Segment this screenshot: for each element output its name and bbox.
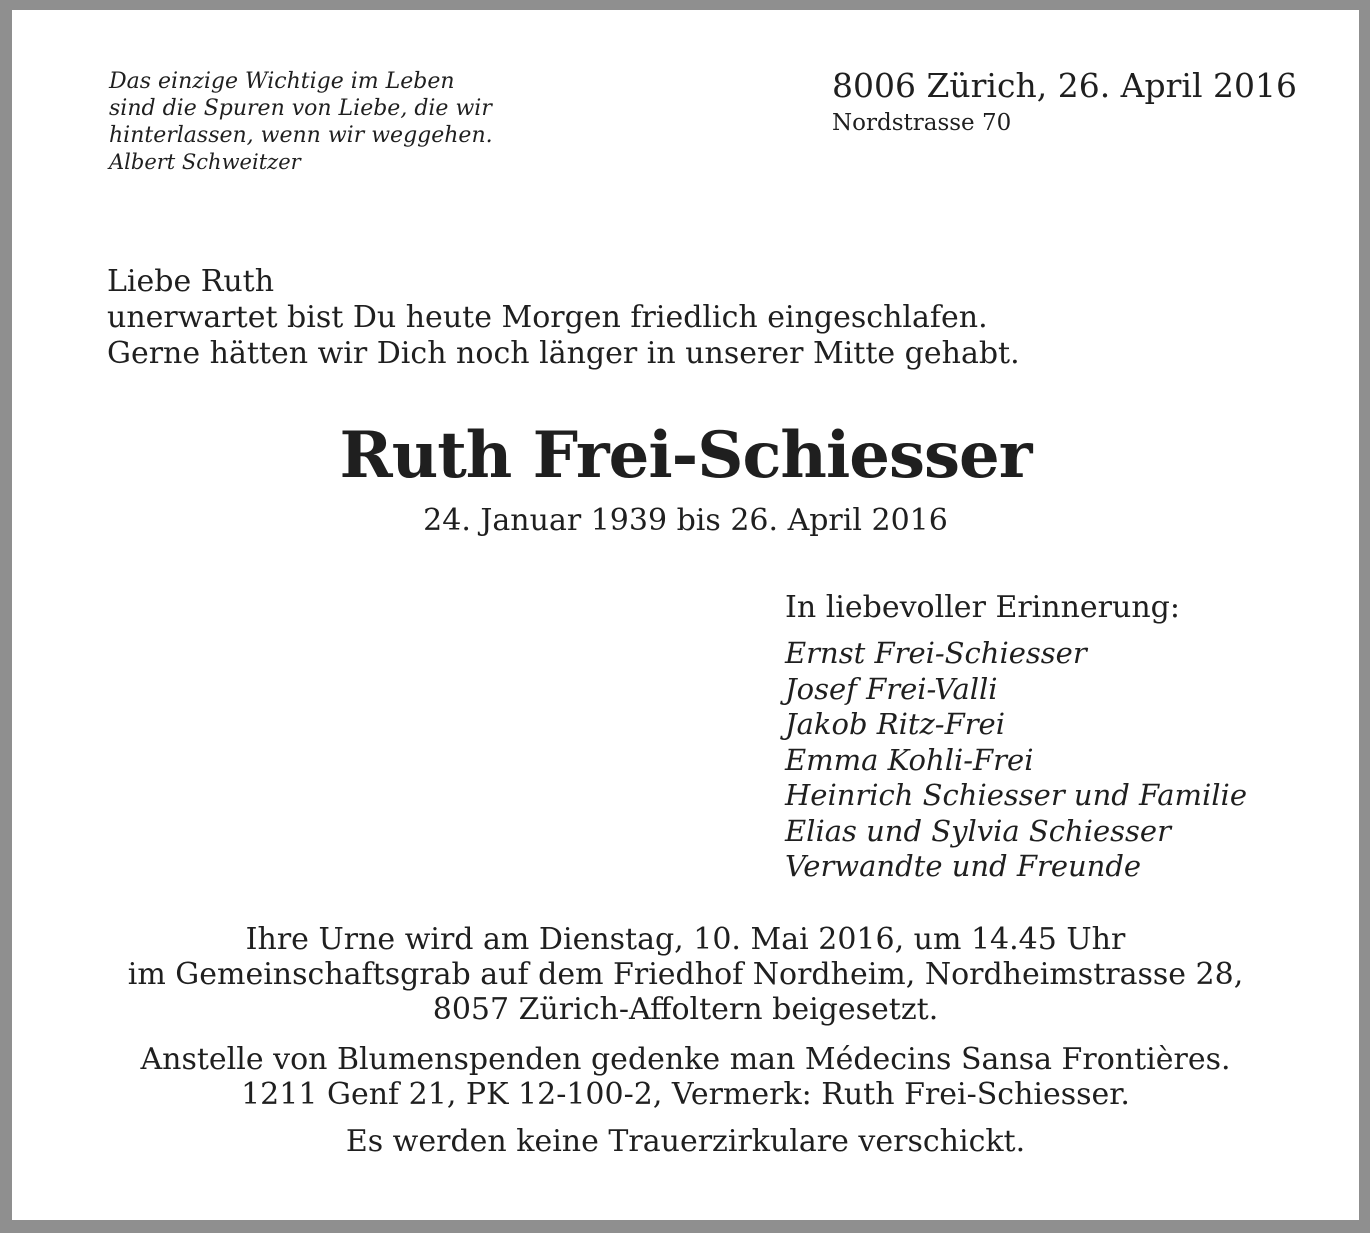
donation-line: 1211 Genf 21, PK 12-100-2, Vermerk: Ruth Frei-Schiesser.	[241, 1077, 1130, 1112]
intro-text	[107, 264, 1257, 372]
life-dates: 24. Januar 1939 bis 26. April 2016	[423, 503, 948, 538]
mourner-name: Josef Frei-Valli	[785, 671, 998, 706]
deceased-name: Ruth Frei-Schiesser	[339, 418, 1032, 493]
mourner-name: Emma Kohli-Frei	[785, 742, 1034, 777]
mourner-name: Jakob Ritz-Frei	[785, 707, 1005, 741]
mourner-name: Verwandte und Freunde	[785, 849, 1142, 883]
quote-line: sind die Spuren von Liebe, die wir	[109, 96, 492, 121]
circular-note: Es werden keine Trauerzirkulare verschickt.	[345, 1124, 1026, 1159]
burial-notice	[12, 922, 1359, 1027]
burial-line: im Gemeinschaftsgrab auf dem Friedhof Nordheim, Nordheimstrasse 28,	[127, 957, 1244, 992]
place-date-block	[832, 66, 1297, 138]
mourners-block	[785, 590, 1345, 885]
burial-line: Ihre Urne wird am Dienstag, 10. Mai 2016, um 14.45 Uhr	[245, 922, 1126, 957]
memory-heading: In liebevoller Erinnerung:	[785, 590, 1180, 625]
obituary-page	[12, 10, 1359, 1220]
intro-line: Gerne hätten wir Dich noch länger in unserer Mitte gehabt.	[107, 336, 1020, 371]
donation-notice	[12, 1042, 1359, 1112]
place-date: 8006 Zürich, 26. April 2016	[832, 66, 1297, 105]
burial-line: 8057 Zürich-Affoltern beigesetzt.	[432, 992, 939, 1027]
quote-line: hinterlassen, wenn wir weggehen.	[109, 123, 493, 148]
donation-line: Anstelle von Blumenspenden gedenke man Médecins Sansa Frontières.	[140, 1042, 1231, 1077]
quote-line: Das einzige Wichtige im Leben	[109, 69, 455, 94]
quote-author: Albert Schweitzer	[109, 150, 301, 174]
mourner-name: Elias und Sylvia Schiesser	[785, 813, 1171, 848]
mourner-name: Heinrich Schiesser und Familie	[785, 778, 1247, 812]
intro-line: unerwartet bist Du heute Morgen friedlich eingeschlafen.	[107, 300, 988, 335]
epigraph-quote	[109, 68, 569, 175]
mourner-name: Ernst Frei-Schiesser	[785, 636, 1087, 670]
street-address: Nordstrasse 70	[832, 110, 1012, 136]
intro-line: Liebe Ruth	[107, 264, 275, 299]
